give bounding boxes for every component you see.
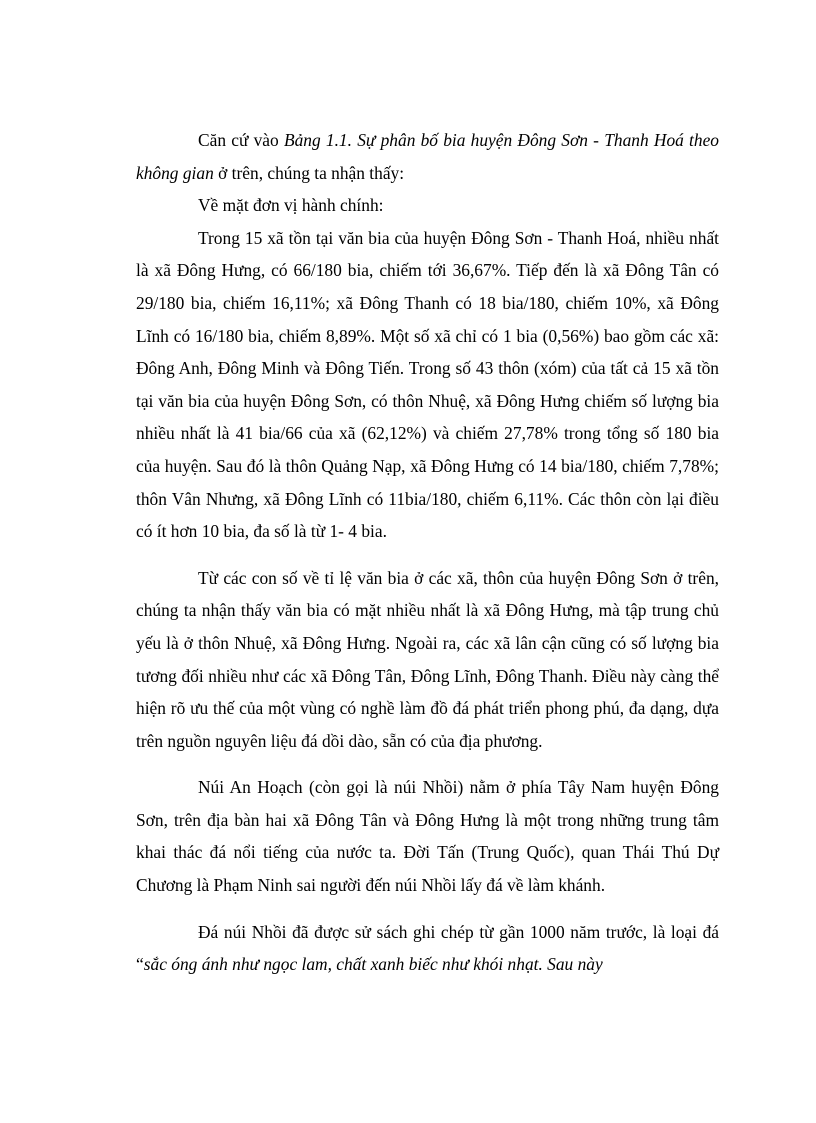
- table-reference: Bảng 1.1. Sự phân bố bia huyện Đông Sơn - Thanh Hoá theo không gian: [136, 130, 719, 183]
- paragraph-commune-statistics: Trong 15 xã tồn tại văn bia của huyện Đông Sơn - Thanh Hoá, nhiều nhất là xã Đông Hưng, có 66/180 bia, chiếm tới 36,67%. Tiếp đến là xã Đông Tân có 29/180 bia, chiếm 16,11%; xã Đông Thanh có 18 bia/180, chiếm 10%, xã Đông Lĩnh có 16/180 bia, chiếm 8,89%. Một số xã chỉ có 1 bia (0,56%) bao gồm các xã: Đông Anh, Đông Minh và Đông Tiến. Trong số 43 thôn (xóm) của tất cả 15 xã tồn tại văn bia của huyện Đông Sơn, có thôn Nhuệ, xã Đông Hưng chiếm số lượng bia nhiều nhất là 41 bia/66 của xã (62,12%) và chiếm 27,78% trong tổng số 180 bia của huyện. Sau đó là thôn Quảng Nạp, xã Đông Hưng có 14 bia/180, chiếm 7,78%; thôn Vân Nhưng, xã Đông Lĩnh có 11bia/180, chiếm 6,11%. Các thôn còn lại điều có ít hơn 10 bia, đa số là từ 1- 4 bia.: [136, 227, 719, 542]
- paragraph-administrative-heading: Về mặt đơn vị hành chính:: [198, 195, 384, 216]
- intro-tail-text: ở trên, chúng ta nhận thấy:: [213, 162, 405, 183]
- nhoi-quote: sắc óng ánh như ngọc lam, chất xanh biếc như khói nhạt. Sau này: [143, 954, 603, 975]
- paragraph-analysis: Từ các con số về tỉ lệ văn bia ở các xã, thôn của huyện Đông Sơn ở trên, chúng ta nhận thấy văn bia có mặt nhiều nhất là xã Đông Hưng, mà tập trung chủ yếu là ở thôn Nhuệ, xã Đông Hưng. Ngoài ra, các xã lân cận cũng có số lượng bia tương đối nhiều như các xã Đông Tân, Đông Lĩnh, Đông Thanh. Điều này càng thể hiện rõ ưu thế của một vùng có nghề làm đồ đá phát triển phong phú, đa dạng, dựa trên nguồn nguyên liệu đá dồi dào, sẵn có của địa phương.: [136, 567, 719, 751]
- paragraph-an-hoach-mountain: Núi An Hoạch (còn gọi là núi Nhồi) nằm ở phía Tây Nam huyện Đông Sơn, trên địa bàn hai xã Đông Tân và Đông Hưng là một trong những trung tâm khai thác đá nổi tiếng của nước ta. Đời Tấn (Trung Quốc), quan Thái Thú Dự Chương là Phạm Ninh sai người đến núi Nhồi lấy đá về làm khánh.: [136, 777, 719, 896]
- paragraph-intro: [136, 124, 719, 189]
- document-body: [136, 124, 719, 981]
- nhoi-lead-text: Đá núi Nhồi đã được sử sách ghi chép từ gần 1000 năm trước, là loại đá “: [136, 921, 719, 975]
- intro-lead-text: Căn cứ vào: [198, 130, 284, 150]
- paragraph-nhoi-stone: [136, 916, 719, 981]
